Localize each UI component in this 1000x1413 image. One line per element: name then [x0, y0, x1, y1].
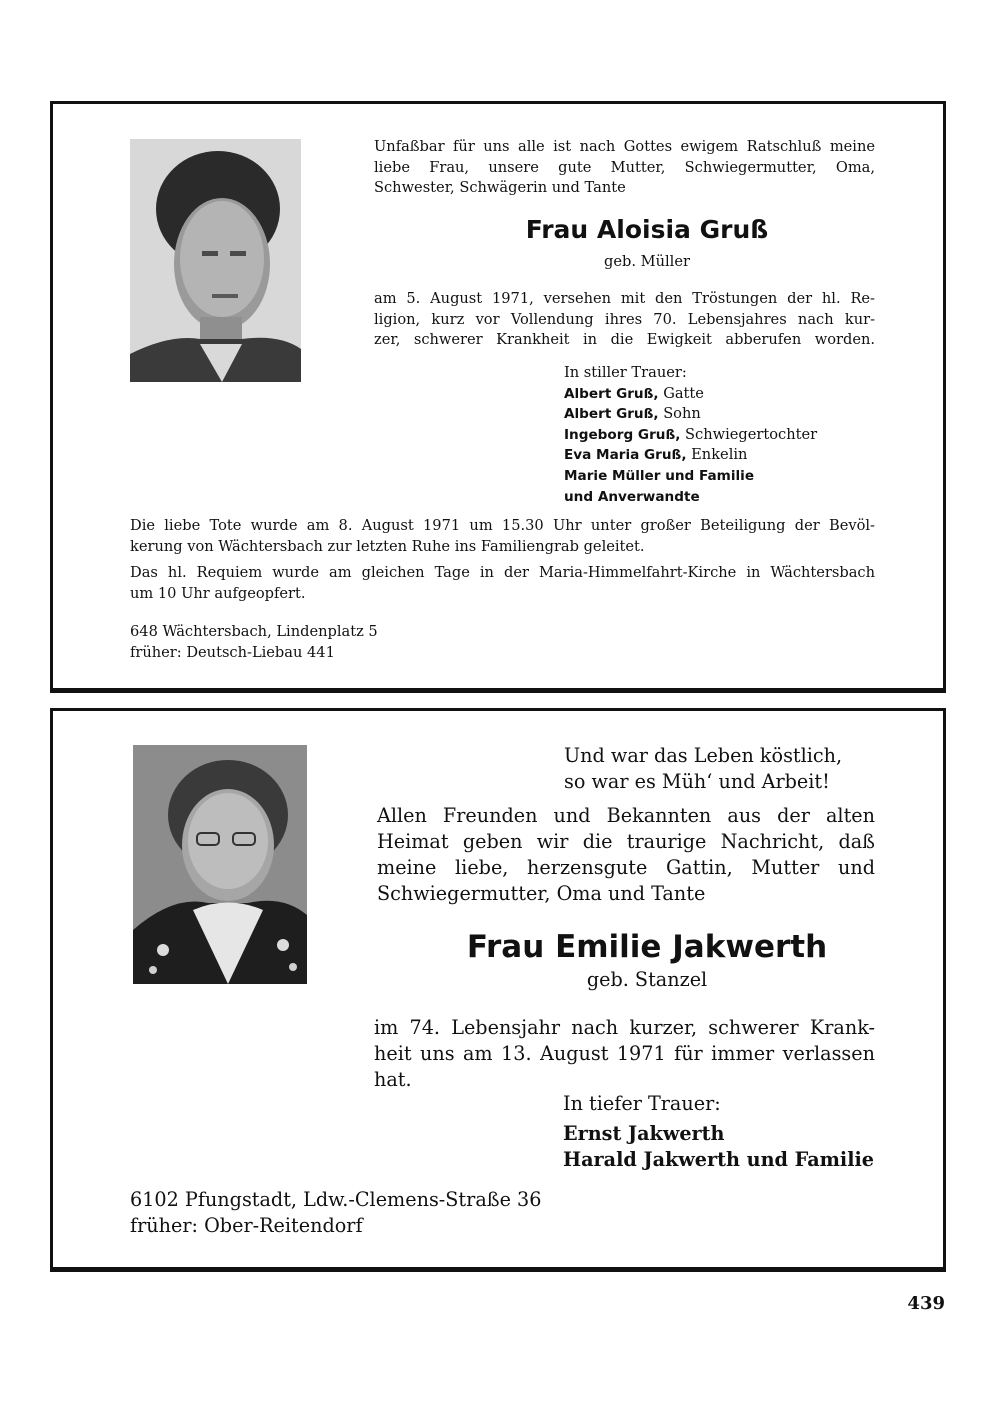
burial-line: kerung von Wächtersbach zur letzten Ruhe ins Familiengrab geleitet.: [130, 537, 645, 555]
mourner-name: Albert Gruß,: [564, 385, 659, 402]
death-line: im 74. Lebensjahr nach kurzer, schwerer Krank-: [374, 1016, 875, 1039]
page-number: 439: [907, 1293, 945, 1314]
portrait-photo-aloisia: [130, 139, 301, 382]
address: 6102 Pfungstadt, Ldw.-Clemens-Straße 36: [130, 1188, 542, 1211]
death-line: am 5. August 1971, versehen mit den Tröstungen der hl. Re-: [374, 290, 875, 307]
address-block: [130, 622, 378, 663]
burial-text: [130, 516, 875, 557]
maiden-name: geb. Stanzel: [586, 968, 708, 991]
address-block: [130, 1187, 541, 1239]
burial-line: Die liebe Tote wurde am 8. August 1971 um 15.30 Uhr unter großer Beteiligung der Bevöl-: [130, 517, 875, 534]
mourner-entry: [564, 487, 817, 508]
mourning-label: In tiefer Trauer:: [563, 1092, 721, 1115]
intro-text: [377, 803, 875, 907]
intro-line: Heimat geben wir die traurige Nachricht, daß: [377, 830, 875, 853]
mourners-block: [564, 363, 817, 507]
death-text: [374, 289, 875, 351]
obituary-notice-aloisia: [50, 101, 946, 693]
intro-text: [374, 137, 875, 199]
address: 648 Wächtersbach, Lindenplatz 5: [130, 623, 378, 640]
verse-line: so war es Müh‘ und Arbeit!: [564, 770, 830, 793]
mourner-entry: [564, 445, 817, 466]
verse: [564, 743, 842, 795]
maiden-name: geb. Müller: [604, 253, 690, 270]
mourner-name: Harald Jakwerth und Familie: [563, 1148, 874, 1171]
mourner-relation: Gatte: [663, 384, 704, 402]
requiem-line: um 10 Uhr aufgeopfert.: [130, 584, 306, 602]
mourner-entry: [563, 1121, 874, 1147]
mourner-relation: Enkelin: [691, 446, 748, 464]
mourner-name: und Anverwandte: [564, 488, 700, 505]
mourner-name: Eva Maria Gruß,: [564, 447, 687, 464]
intro-line: Unfaßbar für uns alle ist nach Gottes ewigem Ratschluß meine: [374, 138, 875, 155]
mourner-name: Ingeborg Gruß,: [564, 426, 681, 443]
intro-line: liebe Frau, unsere gute Mutter, Schwiegermutter, Oma,: [374, 158, 875, 176]
deceased-name: Frau Aloisia Gruß: [525, 215, 769, 244]
verse-line: Und war das Leben köstlich,: [564, 744, 843, 767]
mourner-name: Marie Müller und Familie: [564, 467, 755, 484]
mourner-entry: [564, 404, 817, 425]
intro-line: meine liebe, herzensgute Gattin, Mutter und: [377, 856, 875, 879]
mourner-relation: Sohn: [663, 405, 701, 423]
portrait-photo-emilie: [133, 745, 307, 984]
mourner-entry: [564, 425, 817, 446]
obituary-notice-emilie: [50, 708, 946, 1272]
former-address: früher: Ober-Reitendorf: [130, 1214, 363, 1237]
mourner-entry: [564, 384, 817, 405]
intro-line: Allen Freunden und Bekannten aus der alten: [377, 804, 875, 827]
mourners-block: [563, 1091, 874, 1173]
mourner-name: Albert Gruß,: [564, 406, 659, 423]
requiem-line: Das hl. Requiem wurde am gleichen Tage in der Maria-Himmelfahrt-Kirche in Wächtersbach: [130, 564, 875, 581]
death-line: heit uns am 13. August 1971 für immer verlassen: [374, 1042, 875, 1065]
deceased-name: Frau Emilie Jakwerth: [466, 929, 828, 965]
death-line: zer, schwerer Krankheit in die Ewigkeit abberufen worden.: [374, 331, 875, 348]
death-line: hat.: [374, 1068, 412, 1091]
mourner-entry: [563, 1147, 874, 1173]
intro-line: Schwiegermutter, Oma und Tante: [377, 882, 706, 905]
death-line: ligion, kurz vor Vollendung ihres 70. Lebensjahres nach kur-: [374, 310, 875, 328]
mourner-entry: [564, 466, 817, 487]
former-address: früher: Deutsch-Liebau 441: [130, 643, 335, 661]
mourner-relation: Schwiegertochter: [685, 425, 818, 443]
mourner-name: Ernst Jakwerth: [563, 1122, 725, 1145]
requiem-text: [130, 563, 875, 604]
death-text: [374, 1015, 875, 1093]
intro-line: Schwester, Schwägerin und Tante: [374, 179, 626, 196]
mourning-label: In stiller Trauer:: [564, 364, 687, 381]
